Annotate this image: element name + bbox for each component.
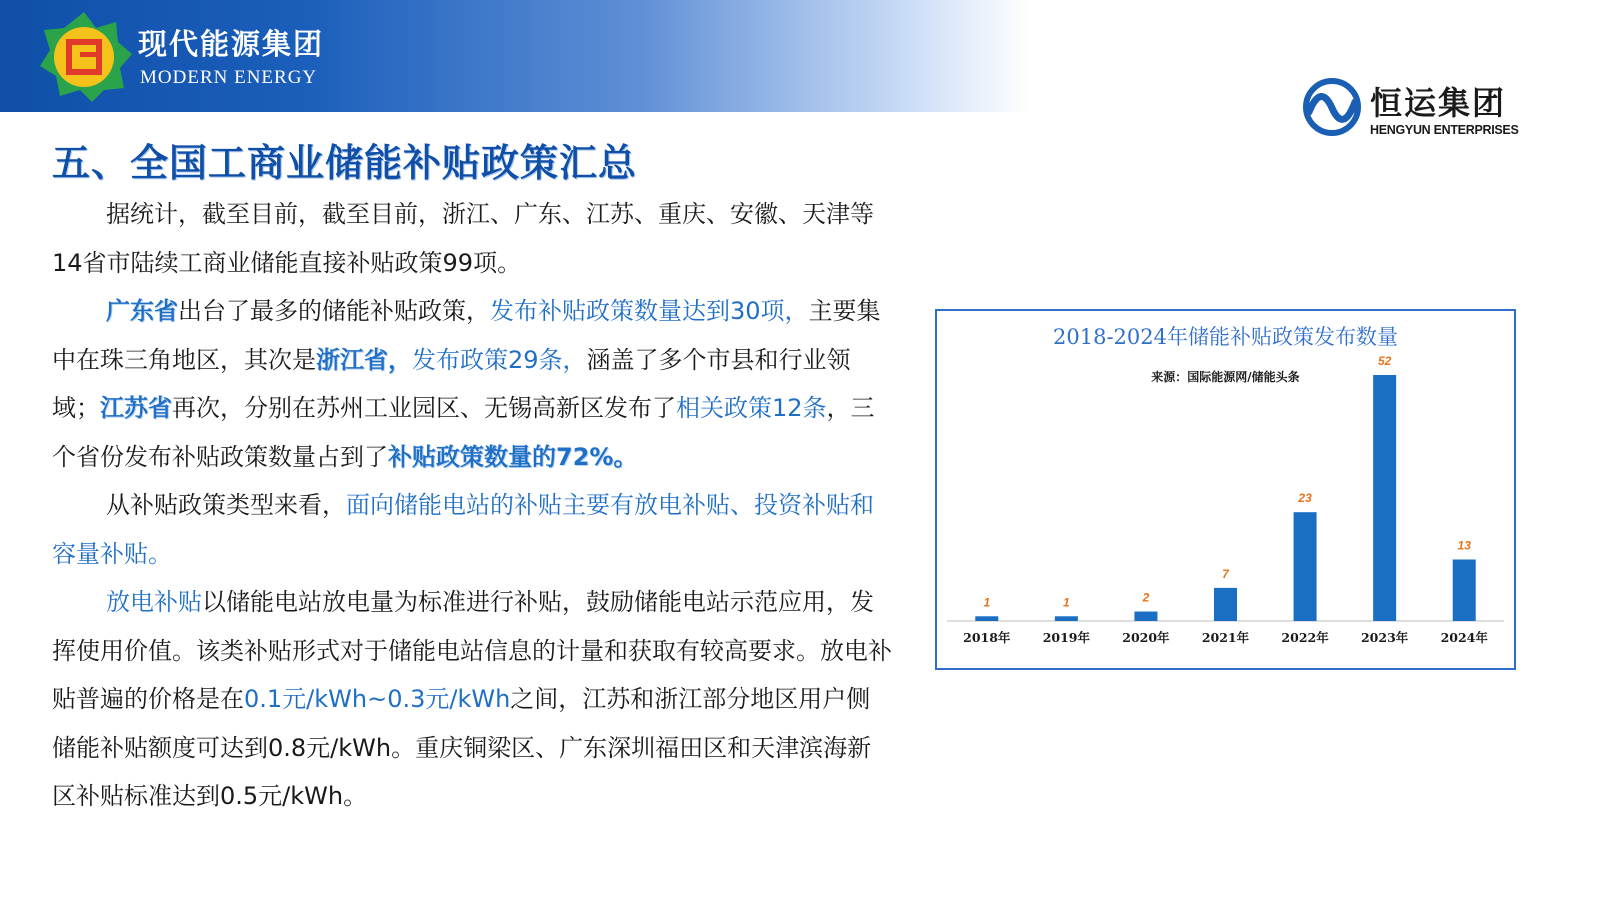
highlight-text-run: 补贴政策数量的72%。 — [388, 442, 638, 471]
company-name-cn: 现代能源集团 — [138, 27, 325, 61]
text-run: ，三个省份发布补贴政策数量占到了 — [52, 394, 875, 471]
text-run: 以储能电站放电量为标准进行补贴，鼓励储能电站示范应用，发挥使用价值。该类补贴形式对于储能电站信息的计量和获取有较高要求。放电补贴普遍的价格是在 — [52, 588, 892, 713]
bar-2020年 — [1134, 612, 1157, 621]
text-run: 据统计，截至目前，截至目前，浙江、广东、江苏、重庆、安徽、天津等14省市陆续工商业储能直接补贴政策99项。 — [52, 200, 874, 277]
x-tick-label: 2023年 — [1360, 630, 1409, 645]
bar-2018年 — [975, 616, 998, 621]
body-text — [52, 190, 892, 821]
text-run: 涵盖了多个市县和行业领域； — [52, 345, 851, 422]
chart-source: 来源：国际能源网/储能头条 — [1151, 370, 1300, 384]
modern-energy-logo-icon — [36, 10, 132, 102]
bar-2021年 — [1214, 588, 1237, 621]
highlight-text-run: 0.1元/kWh~0.3元/kWh — [244, 685, 511, 713]
data-label: 52 — [1377, 354, 1392, 368]
highlight-text-run: 广东省 — [106, 297, 178, 325]
chart-plot — [937, 311, 1514, 668]
highlight-text-run: 浙江省， — [316, 345, 412, 374]
paragraph — [52, 287, 892, 481]
bar-chart — [935, 309, 1516, 670]
data-label: 1 — [983, 595, 991, 610]
company-name-en: MODERN ENERGY — [140, 67, 318, 88]
bar-2019年 — [1055, 616, 1078, 621]
x-tick-label: 2018年 — [963, 630, 1011, 645]
x-tick-label: 2021年 — [1201, 630, 1250, 645]
x-tick-label: 2019年 — [1042, 630, 1091, 645]
partner-name-cn: 恒运集团 — [1370, 84, 1507, 122]
hengyun-logo-icon — [1303, 78, 1361, 136]
highlight-text-run: 发布补贴政策数量达到30项， — [490, 297, 809, 325]
data-label: 1 — [1063, 595, 1070, 610]
paragraph — [52, 190, 892, 287]
x-tick-label: 2022年 — [1281, 630, 1329, 645]
x-tick-label: 2024年 — [1440, 630, 1488, 645]
chart-title: 2018-2024年储能补贴政策发布数量 — [1053, 325, 1398, 349]
highlight-text-run: 江苏省 — [100, 394, 172, 422]
highlight-text-run: 面向储能电站的补贴主要有放电补贴、投资补贴和容量补贴。 — [52, 491, 874, 568]
text-run: 从补贴政策类型来看， — [106, 491, 346, 519]
bar-2023年 — [1373, 375, 1396, 621]
data-label: 23 — [1298, 491, 1312, 506]
text-run: 再次，分别在苏州工业园区、无锡高新区发布了 — [172, 394, 676, 422]
paragraph — [52, 578, 892, 821]
page-title: 五、全国工商业储能补贴政策汇总 — [52, 141, 638, 185]
text-run: 之间，江苏和浙江部分地区用户侧储能补贴额度可达到0.8元/kWh。重庆铜梁区、广东深圳福田区和天津滨海新区补贴标准达到0.5元/kWh。 — [52, 685, 872, 810]
highlight-text-run: 相关政策12条 — [676, 394, 827, 422]
bar-2024年 — [1453, 560, 1476, 622]
data-label: 2 — [1142, 590, 1150, 605]
paragraph — [52, 481, 892, 578]
data-label: 7 — [1222, 566, 1229, 581]
highlight-text-run: 放电补贴 — [106, 588, 202, 616]
partner-name-en: HENGYUN ENTERPRISES — [1370, 123, 1519, 137]
data-label: 13 — [1457, 538, 1471, 553]
text-run: 主要集中在珠三角地区，其次是 — [52, 297, 881, 374]
highlight-text-run: 发布政策29条， — [412, 345, 587, 374]
x-tick-label: 2020年 — [1122, 630, 1170, 645]
bar-2022年 — [1294, 512, 1317, 621]
text-run: 出台了最多的储能补贴政策， — [178, 297, 490, 325]
